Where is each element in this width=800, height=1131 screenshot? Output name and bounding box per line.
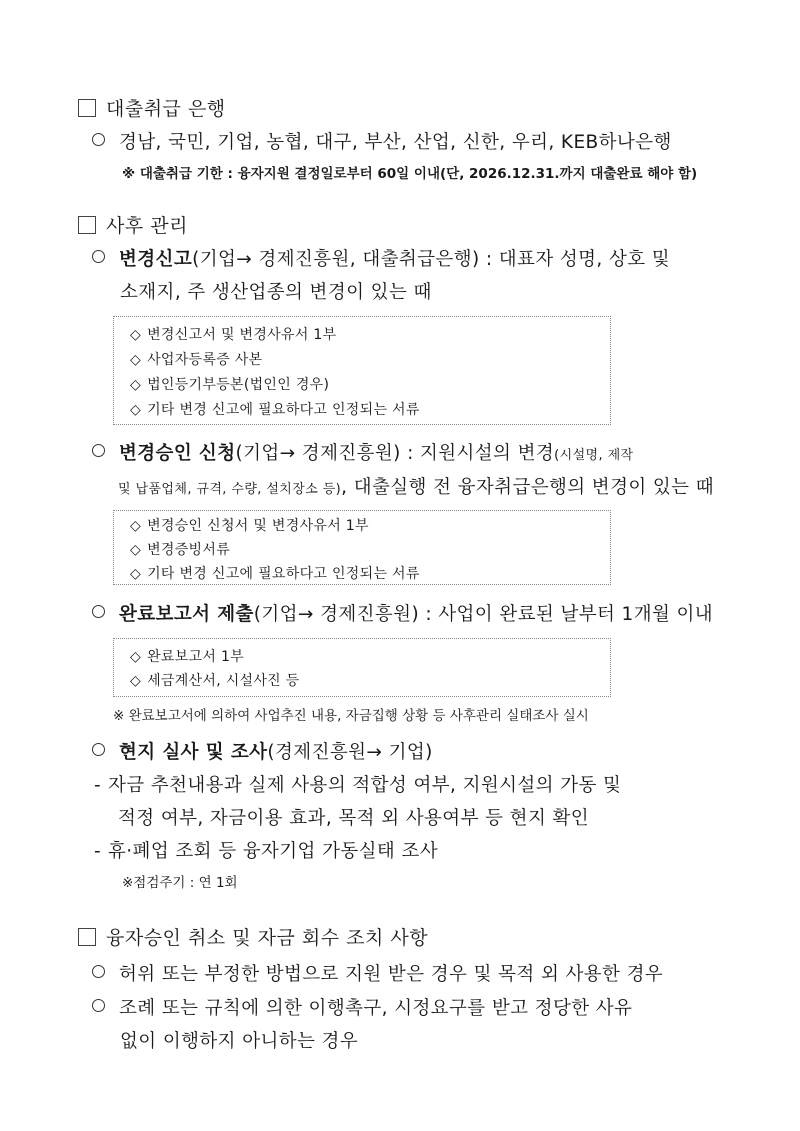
section-heading-lending-banks: [78, 94, 226, 121]
change-approval-small-text: 및 납품업체, 규격, 수량, 설치장소 등): [118, 482, 342, 497]
section-title: 사후 관리: [106, 215, 188, 237]
circle-bullet-icon: [92, 999, 105, 1012]
diamond-bullet-icon: ◇: [130, 542, 142, 558]
change-report-line2: 소재지, 주 생산업종의 변경이 있는 때: [120, 282, 432, 303]
completion-report-label: 완료보고서 제출: [119, 604, 254, 625]
list-item-change-report: [92, 245, 670, 271]
circle-bullet-icon: [92, 133, 105, 146]
dash-bullet-icon: -: [94, 775, 102, 796]
completion-report-text: (기업→ 경제진흥원) : 사업이 완료된 날부터 1개월 이내: [253, 604, 714, 625]
doc-text: 법인등기부등본(법인인 경우): [147, 377, 330, 393]
site-inspection-label: 현지 실사 및 조사: [119, 742, 268, 763]
list-item-noncompliance: [92, 994, 632, 1020]
doc-item: [130, 349, 262, 369]
list-item-change-approval: [92, 439, 633, 465]
doc-item: [130, 324, 336, 344]
completion-report-note: ※ 완료보고서에 의하여 사업추진 내용, 자금집행 상황 등 사후관리 실태조사 실시: [113, 708, 589, 724]
doc-text: 사업자등록증 사본: [147, 352, 263, 368]
diamond-bullet-icon: ◇: [130, 649, 142, 665]
change-approval-docs-box: [113, 510, 611, 585]
doc-item: [130, 399, 420, 419]
diamond-bullet-icon: ◇: [130, 402, 142, 418]
banks-list-text: 경남, 국민, 기업, 농협, 대구, 부산, 산업, 신한, 우리, KEB하나은행: [119, 132, 672, 153]
doc-text: 변경승인 신청서 및 변경사유서 1부: [147, 518, 369, 534]
doc-text: 변경신고서 및 변경사유서 1부: [147, 327, 337, 343]
circle-bullet-icon: [92, 743, 105, 756]
circle-bullet-icon: [92, 605, 105, 618]
diamond-bullet-icon: ◇: [130, 377, 142, 393]
list-item-text: 허위 또는 부정한 방법으로 지원 받은 경우 및 목적 외 사용한 경우: [119, 964, 664, 985]
diamond-bullet-icon: ◇: [130, 673, 142, 689]
list-item-site-inspection: [92, 738, 433, 764]
site-inspection-text: (경제진흥원→ 기업): [267, 742, 433, 763]
doc-item: [130, 646, 244, 666]
doc-item: [130, 670, 300, 690]
change-approval-label: 변경승인 신청: [119, 443, 236, 464]
dash-bullet-icon: -: [94, 841, 102, 862]
circle-bullet-icon: [92, 965, 105, 978]
section-heading-cancellation: [78, 923, 428, 950]
change-report-docs-box: [113, 316, 611, 425]
dash-item: [94, 771, 621, 797]
change-approval-small-text: (시설명, 제작: [554, 448, 634, 463]
change-approval-text: (기업→ 경제진흥원) : 지원시설의 변경: [235, 443, 555, 464]
dash-item: [94, 837, 438, 863]
doc-text: 기타 변경 신고에 필요하다고 인정되는 서류: [147, 402, 420, 418]
circle-bullet-icon: [92, 444, 105, 457]
checkbox-square-icon: [78, 928, 96, 946]
doc-text: 변경증빙서류: [147, 542, 231, 558]
dash-item-text: 자금 추천내용과 실제 사용의 적합성 여부, 지원시설의 가동 및: [108, 775, 622, 796]
doc-text: 기타 변경 신고에 필요하다고 인정되는 서류: [147, 566, 420, 582]
doc-text: 세금계산서, 시설사진 등: [147, 673, 300, 689]
completion-report-docs-box: [113, 638, 611, 697]
change-approval-text: , 대출실행 전 융자취급은행의 변경이 있는 때: [341, 477, 715, 498]
diamond-bullet-icon: ◇: [130, 518, 142, 534]
checkbox-square-icon: [78, 216, 96, 234]
diamond-bullet-icon: ◇: [130, 566, 142, 582]
doc-text: 완료보고서 1부: [147, 649, 244, 665]
checkbox-square-icon: [78, 99, 96, 117]
circle-bullet-icon: [92, 250, 105, 263]
list-item-completion-report: [92, 600, 713, 626]
lending-deadline-note: ※ 대출취급 기한 : 융자지원 결정일로부터 60일 이내(단, 2026.12.31.까지 대출완료 해야 함): [122, 166, 698, 182]
diamond-bullet-icon: ◇: [130, 327, 142, 343]
list-item-fraud: [92, 960, 663, 986]
doc-item: [130, 374, 329, 394]
section-title: 대출취급 은행: [106, 98, 226, 120]
list-item-banks: [92, 128, 672, 154]
doc-item: [130, 563, 420, 583]
doc-item: [130, 515, 369, 535]
doc-item: [130, 539, 230, 559]
list-item-text: 조례 또는 규칙에 의한 이행촉구, 시정요구를 받고 정당한 사유: [119, 998, 633, 1019]
change-report-text: (기업→ 경제진흥원, 대출취급은행) : 대표자 성명, 상호 및: [192, 249, 671, 270]
dash-item-text: 휴·폐업 조회 등 융자기업 가동실태 조사: [108, 841, 439, 862]
inspection-cycle-note: ※점검주기 : 연 1회: [122, 875, 238, 891]
section-heading-post-management: [78, 211, 188, 238]
list-item-noncompliance-line2: 없이 이행하지 아니하는 경우: [120, 1031, 359, 1052]
dash-item-line2: 적정 여부, 자금이용 효과, 목적 외 사용여부 등 현지 확인: [118, 808, 590, 829]
change-report-label: 변경신고: [119, 249, 193, 270]
section-title: 융자승인 취소 및 자금 회수 조치 사항: [106, 927, 429, 949]
change-approval-line2: [118, 473, 714, 499]
diamond-bullet-icon: ◇: [130, 352, 142, 368]
